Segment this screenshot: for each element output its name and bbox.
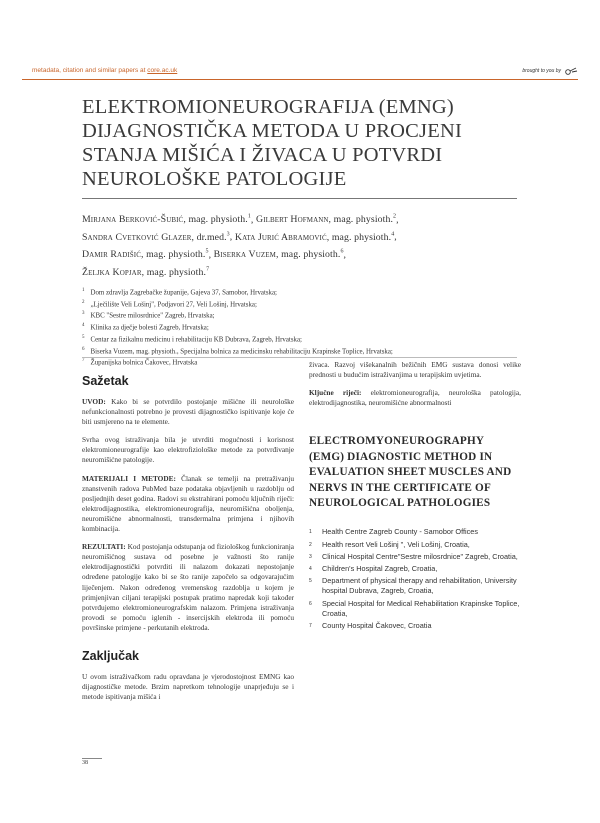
keywords-text: elektromioneurografija, neurološka patologija, elektrodijagnostika, neuromišićne abnormalnosti — [309, 388, 521, 408]
author — [214, 249, 344, 260]
english-affiliation-text: Clinical Hospital Centre"Sestre milosrdnice" Zagreb, Croatia, — [322, 551, 518, 561]
english-affiliation-item — [309, 599, 521, 619]
author — [82, 214, 251, 225]
core-metadata-prefix: metadata, citation and similar papers at — [32, 67, 148, 74]
affiliation-number: 3 — [82, 311, 85, 317]
sazetak-heading: Sažetak — [82, 374, 129, 388]
english-affiliation-text: Health resort Veli Lošinj ", Veli Lošinj, Croatia, — [322, 539, 470, 549]
affiliation-item — [82, 345, 552, 357]
uvod-paragraph — [82, 397, 294, 427]
svrha-paragraph: Svrha ovog istraživanja bila je utvrditi mogućnosti i korisnost elektromioneurografije kao elektrofiziološke metode za potvrđivanje neuromišićne patologije. — [82, 435, 294, 465]
brought-by-core[interactable] — [522, 66, 578, 76]
author — [82, 232, 230, 243]
english-affiliation-item — [309, 564, 521, 574]
rezultati-text: Kod postojanja odstupanja od fiziološkog funkcioniranja neuromišićnog sustava od posebne je važnosti što ranije elektrodijagnostički potvrditi ili nalazom dokazati nepostojanje određene patologije kako bi se što ranije započelo sa odgovarajućim liječenjem. Nakon određenog vremenskog razdoblja u kojem je primjenjivan ciljani terapijski postupak pratimo napredak koji također potvrđujemo elektromioneurografskim nalazom. Primjena istraživanja provodi se pomoću iglenih - insercijskih elektroda ili pomoću površinske primjene - perkutanih elektroda. — [82, 542, 294, 632]
author-affiliation-ref: 3 — [226, 231, 230, 238]
keywords-paragraph — [309, 388, 521, 408]
english-affiliation-text: Children's Hospital Zagreb, Croatia, — [322, 564, 438, 574]
affiliation-text: Klinika za dječje bolesti Zagreb, Hrvatska; — [90, 324, 209, 332]
english-affiliation-number: 5 — [309, 578, 312, 585]
rezultati-label: REZULTATI: — [82, 542, 126, 552]
author — [82, 267, 209, 278]
core-metadata-notice — [32, 67, 177, 74]
english-affiliation-number: 7 — [309, 623, 312, 630]
author-name: Željka Kopjar — [82, 266, 142, 278]
title-divider — [82, 198, 517, 199]
author-degree: , mag. physioth. — [141, 266, 207, 278]
author-name: Biserka Vuzem — [213, 249, 276, 261]
english-affiliation-item — [309, 527, 521, 537]
english-affiliation-number: 4 — [309, 566, 312, 573]
page-number: 38 — [82, 758, 102, 766]
top-banner — [0, 0, 600, 90]
author — [256, 214, 396, 225]
english-affiliation-text: Special Hospital for Medical Rehabilitation Krapinske Toplice, Croatia, — [322, 598, 520, 618]
author-affiliation-ref: 1 — [247, 214, 251, 220]
affiliation-text: Centar za fizikalnu medicinu i rehabilitaciju KB Dubrava, Zagreb, Hrvatska; — [90, 336, 302, 344]
english-affiliation-number: 6 — [309, 600, 312, 607]
affiliation-item — [82, 321, 552, 333]
affiliation-item — [82, 309, 552, 321]
affiliation-text: „Lječilište Veli Lošinj", Podjavori 27, Veli Lošinj, Hrvatska; — [90, 301, 257, 308]
english-affiliation-text: Department of physical therapy and rehabilitation, University hospital Dubrava, Zagreb, Croatia, — [322, 576, 517, 596]
author-degree: , mag. physioth. — [328, 214, 394, 226]
affiliation-text: KBC "Sestre milosrdnice" Zagreb, Hrvatska; — [90, 312, 215, 320]
left-column — [82, 360, 294, 707]
author-name: Sandra Cvetković Glazer — [82, 231, 192, 243]
english-title: ELECTROMYONEUROGRAPHY (EMG) DIAGNOSTIC METHOD IN EVALUATION SHEET MUSCLES AND NERVS IN THE CERTIFICATE OF NEUROLOGICAL PATHOLOGIES — [309, 435, 512, 509]
author-affiliation-ref: 6 — [340, 248, 344, 255]
affiliation-number: 7 — [82, 358, 85, 364]
materijali-paragraph — [82, 474, 294, 535]
materijali-text: Članak se temelji na pretraživanju znanstvenih radova PubMed baze podataka objavljenih u razdoblju od posljednjih deset godina. Radovi su ekstrahirani pomoću ključnih riječi: elektrodijagnostika, elektromioneurografija, neuromišićna oboljenja, neuromišićne abnormalnosti, transdermalna primjena i njihovih kombinacija. — [82, 473, 294, 534]
author-degree: , mag. physioth. — [326, 231, 392, 243]
affiliation-item — [82, 333, 552, 345]
zakljucak-continued: živaca. Razvoj višekanalnih bežičnih EMG sustava donosi velike prednosti u budućim istraživanjima u terapijskim uvjetima. — [309, 360, 521, 380]
author-affiliation-ref: 5 — [205, 248, 209, 255]
right-column — [309, 360, 521, 633]
affiliation-text: Biserka Vuzem, mag. physioth., Specijalna bolnica za medicinsku rehabilitaciju Krapinske Toplice, Hrvatska; — [90, 347, 393, 355]
affiliation-list — [82, 286, 552, 368]
author-affiliation-ref: 4 — [391, 231, 395, 238]
zakljucak-paragraph: U ovom istraživačkom radu opravdana je vjerodostojnost EMNG kao dijagnostičke metode. Brzim napretkom tehnologije unaprjeđuju se i metode ispitivanja mišića i — [82, 671, 294, 702]
english-affiliation-list — [309, 527, 521, 631]
affiliation-item — [82, 286, 552, 298]
core-logo-icon — [564, 66, 578, 76]
author — [235, 232, 394, 243]
english-affiliation-text: County Hospital Čakovec, Croatia — [322, 621, 432, 631]
affiliation-number: 1 — [82, 288, 85, 293]
author-affiliation-ref: 2 — [393, 214, 397, 220]
rezultati-paragraph — [82, 542, 294, 633]
brought-by-text: brought to you by — [522, 68, 561, 74]
english-affiliation-item — [309, 540, 521, 550]
author-degree: , mag. physioth. — [275, 249, 341, 261]
author — [82, 249, 209, 260]
banner-divider — [22, 79, 578, 80]
affiliation-item — [82, 298, 552, 310]
english-affiliation-item — [309, 552, 521, 562]
english-affiliation-number: 1 — [309, 529, 312, 536]
affiliation-number: 2 — [82, 299, 85, 305]
author-degree: , mag. physioth. — [140, 249, 206, 261]
author-affiliation-ref: 7 — [206, 266, 210, 273]
author-name: Damir Radišić — [82, 249, 141, 261]
affiliation-number: 5 — [82, 334, 85, 340]
english-affiliation-text: Health Centre Zagreb County - Samobor Offices — [322, 527, 479, 537]
article-title: ELEKTROMIONEUROGRAFIJA (EMNG) DIJAGNOSTIČKA METODA U PROCJENI STANJA MIŠIĆA I ŽIVACA U POTVRDI NEUROLOŠKE PATOLOGIJE — [82, 96, 462, 190]
author-name: Kata Jurić Abramović — [234, 231, 327, 243]
author-list: Mirjana Berković-Šubić, mag. physioth.$^1$, Gilbert Hofmann, mag. physioth.$^2$, Sandra Cvetković Glazer, dr.med.$^3$, Kata Jurić Abramović, mag. physioth.$^4$, Damir Radišić, mag. physioth.$^5$, Biserka Vuzem, mag. physioth.$^6$, Željka Kopjar, mag. physioth.$^7$ — [82, 214, 399, 278]
affiliation-number: 4 — [82, 323, 85, 329]
author-degree: , mag. physioth. — [183, 214, 248, 226]
affiliation-text: Dom zdravlja Zagrebačke županije, Gajeva 37, Samobor, Hrvatska; — [90, 289, 277, 297]
keywords-label: Ključne riječi: — [309, 388, 362, 398]
uvod-text: Kako bi se potvrdilo postojanje mišićne ili neurološke nefunkcionalnosti potrebno je provesti dijagnostičko ispitivanje koje će biti usmjereno na te elemente. — [82, 397, 294, 427]
author-degree: , dr.med. — [191, 231, 227, 243]
english-affiliation-number: 3 — [309, 553, 312, 560]
english-affiliation-number: 2 — [309, 541, 312, 548]
materijali-label: MATERIJALI I METODE: — [82, 473, 176, 483]
core-link[interactable]: core.ac.uk — [147, 67, 178, 74]
section-divider — [82, 357, 517, 358]
affiliation-text: Županijska bolnica Čakovec, Hrvatska — [90, 359, 198, 367]
affiliation-number: 6 — [82, 346, 85, 352]
uvod-label: UVOD: — [82, 397, 106, 406]
english-affiliation-item — [309, 576, 521, 596]
zakljucak-heading: Zaključak — [82, 648, 139, 663]
english-affiliation-item — [309, 621, 521, 631]
author-name: Mirjana Berković-Šubić — [82, 214, 184, 226]
author-name: Gilbert Hofmann — [256, 214, 329, 226]
